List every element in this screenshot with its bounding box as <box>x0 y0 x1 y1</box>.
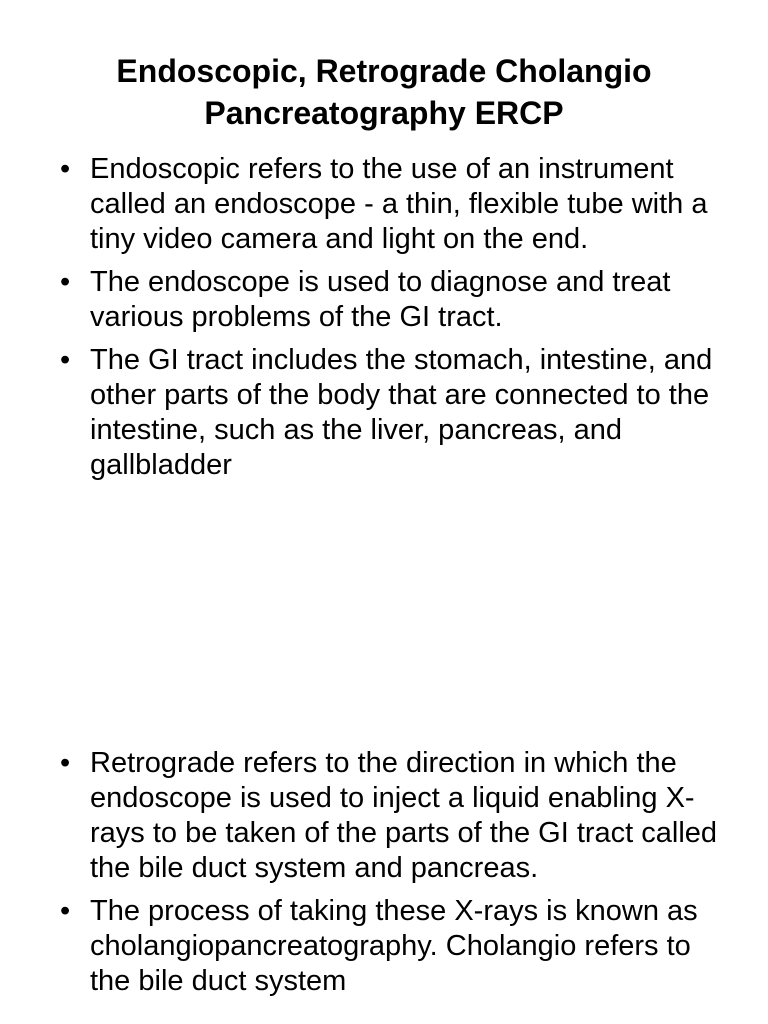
slide-title-line-1: Endoscopic, Retrograde Cholangio <box>116 53 652 89</box>
bullet-item <box>0 152 768 257</box>
bullet-item <box>0 343 768 483</box>
bullet-marker: • <box>60 153 71 185</box>
bullet-item <box>0 265 768 335</box>
bullet-text: The process of taking these X-rays is known as cholangiopancreatography. Cholangio refers to the bile duct system <box>90 895 698 997</box>
bullet-text: The endoscope is used to diagnose and treat various problems of the GI tract. <box>90 266 671 333</box>
slide-title <box>0 50 768 134</box>
bullet-text: The GI tract includes the stomach, intestine, and other parts of the body that are connected to the intestine, such as the liver, pancreas, and gallbladder <box>90 344 713 481</box>
bullet-text: Retrograde refers to the direction in which the endoscope is used to inject a liquid enabling X-rays to be taken of the parts of the GI tract called the bile duct system and pancreas. <box>90 747 718 884</box>
bullet-list-bottom <box>0 746 768 1007</box>
bullet-list-top <box>0 152 768 491</box>
bullet-text: Endoscopic refers to the use of an instrument called an endoscope - a thin, flexible tube with a tiny video camera and light on the end. <box>90 153 708 255</box>
slide-title-line-2: Pancreatography ERCP <box>204 95 564 131</box>
bullet-marker: • <box>60 895 71 927</box>
bullet-item <box>0 894 768 999</box>
bullet-marker: • <box>60 747 71 779</box>
bullet-marker: • <box>60 344 71 376</box>
bullet-item <box>0 746 768 886</box>
bullet-marker: • <box>60 266 71 298</box>
